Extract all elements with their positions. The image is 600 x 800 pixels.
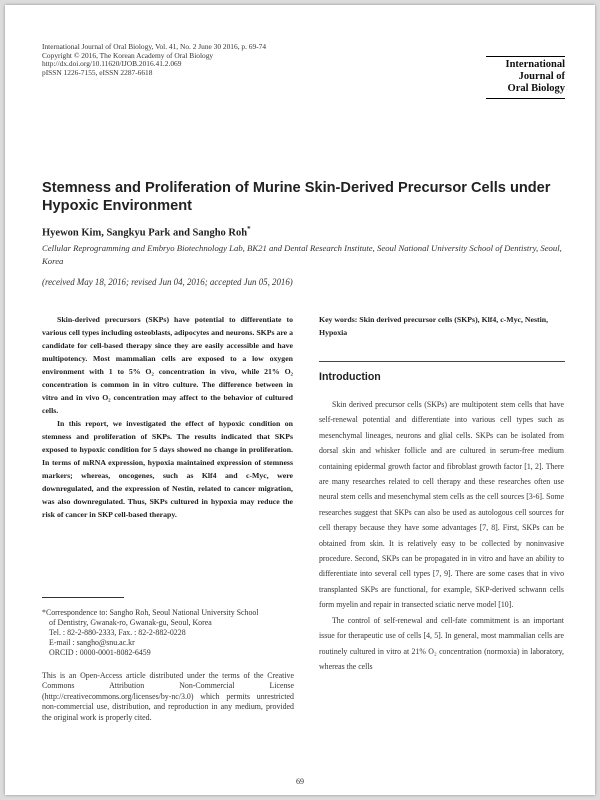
author-names: Hyewon Kim, Sangkyu Park and Sangho Roh: [42, 227, 248, 239]
paper-page: [5, 5, 595, 795]
corresponding-author-mark: *: [247, 225, 251, 233]
article-title: Stemness and Proliferation of Murine Skin-Derived Precursor Cells under Hypoxic Environment: [42, 180, 551, 214]
abstract-paragraph-2: In this report, we investigated the effect of hypoxic condition on stemness and proliferation of SKPs. The results indicated that SKPs exposed to hypoxic condition for 5 days showed no change in proliferation. In terms of mRNA expression, hypoxia maintained expression of stemness markers; whereas, oncogenes, such as Klf4 and c-Myc, were downregulated, and the expression of Nestin, related to cancer migration, was also downregulated. Thus, SKPs cultured in hypoxia may reduce the risk of cancer in SKP cell-based therapy.: [42, 419, 293, 519]
section-divider: [319, 361, 565, 362]
journal-name-line-3: Oral Biology: [507, 83, 565, 95]
journal-name-line-2: Journal of: [518, 71, 565, 83]
correspondence-email[interactable]: E-mail : sangho@snu.ac.kr: [49, 638, 135, 648]
author-list: [42, 225, 562, 239]
journal-name-line-1: International: [505, 59, 565, 70]
citation-line: International Journal of Oral Biology, Vol. 41, No. 2 June 30 2016, p. 69-74: [42, 42, 267, 51]
correspondence-line: *Correspondence to: Sangho Roh, Seoul National University School: [42, 608, 259, 617]
introduction-body: [319, 397, 564, 674]
issn-line: pISSN 1226-7155, eISSN 2287-6618: [42, 67, 153, 77]
open-access-license: This is an Open-Access article distributed under the terms of the Creative Commons Attribution Non-Commercial License (http://creativecommons.org/licenses/by-nc/3.0) which permits unrestricted non-commercial use, distribution, and reproduction in any medium, provided the original work is properly cited.: [42, 671, 294, 722]
abstract-paragraph-1: Skin-derived precursors (SKPs) have potential to differentiate to various cell types including osteoblasts, adipocytes and neurons. SKPs are a candidate for cell-based therapy since they are easily accessible and have multipotency. Most mammalian cells are exposed to a low oxygen environment with 1 to 5% O₂ concentration in vivo, while 21% O₂ concentration is common in in vitro culture. The difference between in vitro and in vivo O₂ concentration may affect to the behavior of cultured cells.: [42, 315, 293, 415]
copyright-line: Copyright © 2016, The Korean Academy of Oral Biology: [42, 50, 214, 60]
abstract: [42, 313, 293, 521]
author-affiliation: Cellular Reprogramming and Embryo Biotechnology Lab, BK21 and Dental Research Institute, Seoul National University School of Dentistry, Seoul, Korea: [42, 243, 562, 266]
doi-link[interactable]: http://dx.doi.org/10.11620/IJOB.2016.41.2.069: [42, 59, 182, 69]
correspondence-footnote: [42, 608, 294, 658]
keywords: Key words: Skin derived precursor cells (SKPs), Klf4, c-Myc, Nestin, Hypoxia: [319, 315, 549, 337]
journal-name-box: [486, 56, 565, 99]
page-number: 69: [296, 777, 304, 786]
introduction-heading: Introduction: [319, 371, 381, 383]
correspondence-orcid: ORCID : 0000-0001-8082-6459: [49, 648, 151, 658]
introduction-paragraph-2: The control of self-renewal and cell-fate commitment is an important issue for therapeutic use of cells [4, 5]. In general, most mammalian cells are routinely cultured in vitro at 21% O₂ concentration (normoxia) in laboratory, whereas the cells: [319, 615, 564, 671]
correspondence-phone: Tel. : 82-2-880-2333, Fax. : 82-2-882-0228: [49, 628, 186, 638]
footnote-divider: [42, 597, 124, 598]
introduction-paragraph-1: Skin derived precursor cells (SKPs) are multipotent stem cells that have self-renewal potential and differentiate into various cell types such as mesenchymal lineages, neurons and glial cells. SKPs can be isolated from dorsal skin and whisker follicle and are cultured in serum-free medium containing epidermal growth factor and fibroblast growth factor [1, 2]. There are many researches related to cell therapy and these researches often use neural stem cells and mesenchymal stem cells as the cell sources [3-6]. Some researches suggest that SKPs can also be used as autologous cell sources for cell therapy because they have some advantages [7, 8]. First, SKPs can be obtained from skin. It is relatively easy to be collected by noninvasive procedure. Second, SKPs can be propagated in in vitro and have an ability to differentiate into several cell types [7, 9]. There are some cases that in vivo transplanted SKPs are functional, for example, SKP-derived schwann cells form myelin and repair in transected sciatic nerve model [10].: [319, 400, 564, 610]
journal-citation-header: [42, 43, 382, 77]
correspondence-address: of Dentistry, Gwanak-ro, Gwanak-gu, Seoul, Korea: [49, 618, 212, 628]
received-dates: (received May 18, 2016; revised Jun 04, 2016; accepted Jun 05, 2016): [42, 277, 293, 287]
